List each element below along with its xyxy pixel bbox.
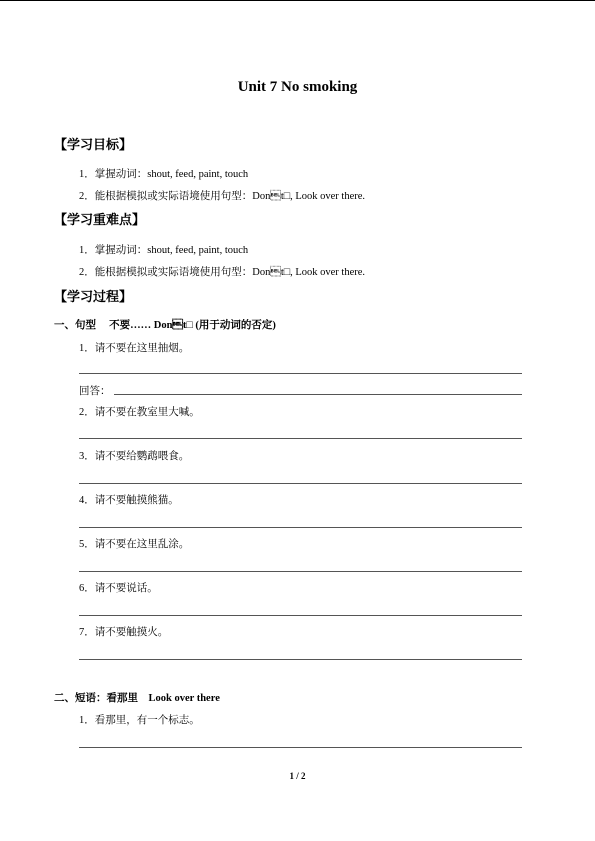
answer-line-2[interactable] bbox=[79, 438, 522, 439]
answer-line-part2-1[interactable] bbox=[79, 747, 522, 748]
part2-question-1: 1．看那里，有一个标志。 bbox=[79, 715, 200, 726]
question-3: 3．请不要给鹦鹉喂食。 bbox=[79, 451, 190, 462]
answer-label: 回答： bbox=[79, 386, 111, 397]
answer-line-3[interactable] bbox=[79, 483, 522, 484]
question-1: 1．请不要在这里抽烟。 bbox=[79, 343, 190, 354]
answer-line-4[interactable] bbox=[79, 527, 522, 528]
question-6: 6．请不要说话。 bbox=[79, 583, 158, 594]
answer-line-1[interactable] bbox=[79, 373, 522, 374]
question-4: 4．请不要触摸熊猫。 bbox=[79, 495, 179, 506]
question-5: 5．请不要在这里乱涂。 bbox=[79, 539, 190, 550]
keypoint-item-2: 2．能根据模拟或实际语境使用句型：Dont□, Look over there. bbox=[79, 267, 366, 278]
process-heading: 【学习过程】 bbox=[54, 289, 133, 304]
question-7: 7．请不要触摸火。 bbox=[79, 627, 169, 638]
objective-item-2: 2．能根据模拟或实际语境使用句型：Dont□, Look over there. bbox=[79, 191, 366, 202]
objective-item-1: 1．掌握动词：shout, feed, paint, touch bbox=[79, 169, 249, 180]
page-number: 1 / 2 bbox=[289, 771, 306, 781]
part2-heading: 二、短语：看那里 Look over there bbox=[54, 693, 220, 704]
keypoints-heading: 【学习重难点】 bbox=[54, 212, 146, 227]
objectives-heading: 【学习目标】 bbox=[54, 137, 133, 152]
answer-line-7[interactable] bbox=[79, 659, 522, 660]
answer-line-reply[interactable] bbox=[114, 394, 522, 395]
keypoint-item-1: 1．掌握动词：shout, feed, paint, touch bbox=[79, 245, 249, 256]
answer-line-5[interactable] bbox=[79, 571, 522, 572]
document-title: Unit 7 No smoking bbox=[237, 79, 358, 95]
page-top-rule bbox=[0, 0, 595, 1]
answer-line-6[interactable] bbox=[79, 615, 522, 616]
part1-heading: 一、句型 不要…… Dont□ (用于动词的否定) bbox=[54, 320, 276, 331]
question-2: 2．请不要在教室里大喊。 bbox=[79, 407, 200, 418]
